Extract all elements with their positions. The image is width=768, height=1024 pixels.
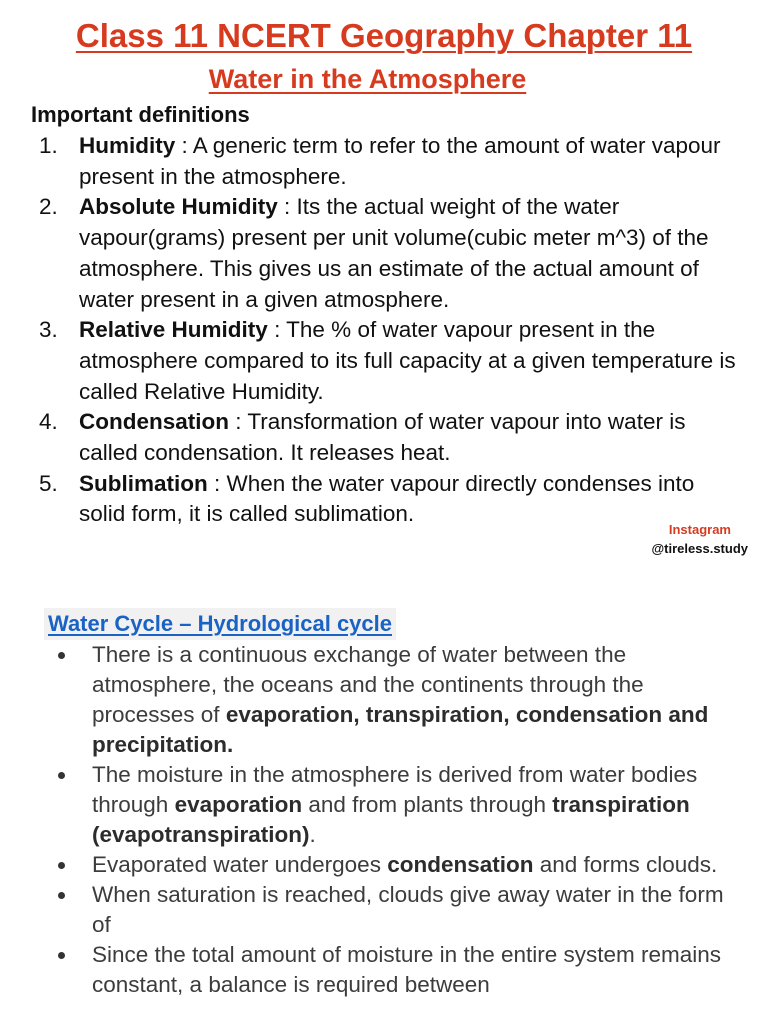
list-item bbox=[50, 640, 740, 760]
bullet-bold-text: evaporation bbox=[174, 792, 303, 817]
definition-number: 2. bbox=[39, 194, 58, 220]
definition-item bbox=[31, 315, 741, 407]
bullet-text: and from plants through bbox=[302, 792, 553, 817]
definition-item bbox=[31, 131, 741, 192]
definition-number: 4. bbox=[39, 409, 58, 435]
definition-term: Sublimation bbox=[79, 470, 208, 496]
bullet-text: The moisture in the atmosphere is derived from water bodies through bbox=[92, 762, 698, 817]
definitions-heading: Important definitions bbox=[31, 102, 250, 127]
water-cycle-list bbox=[50, 640, 740, 1000]
definition-term: Condensation bbox=[79, 409, 229, 435]
definitions-list bbox=[31, 131, 741, 530]
definition-term: Relative Humidity bbox=[79, 317, 268, 343]
instagram-handle: @tireless.study bbox=[651, 541, 748, 556]
definition-term: Absolute Humidity bbox=[79, 194, 278, 220]
definition-item bbox=[31, 192, 741, 315]
definition-item bbox=[31, 407, 741, 468]
bullet-text: There is a continuous exchange of water between the atmosphere, the oceans and the continents through the processes of bbox=[92, 642, 644, 727]
definition-number: 1. bbox=[39, 133, 58, 158]
bullet-icon bbox=[58, 862, 65, 869]
definition-term: Humidity bbox=[79, 133, 176, 158]
chapter-subtitle: Water in the Atmosphere bbox=[208, 64, 527, 94]
definition-item bbox=[31, 469, 741, 530]
bullet-icon bbox=[58, 772, 65, 779]
definition-text: : The % of water vapour present in the atmosphere compared to its full capacity at a given temperature is called Relative Humidity. bbox=[79, 317, 736, 404]
bullet-text: Evaporated water undergoes bbox=[92, 852, 388, 877]
list-item bbox=[50, 760, 740, 850]
bullet-icon bbox=[58, 892, 65, 899]
definition-text: : When the water vapour directly condenses into solid form, it is called sublimation. bbox=[79, 470, 695, 527]
bullet-text: When saturation is reached, clouds give away water in the form of bbox=[92, 882, 724, 937]
list-item bbox=[50, 940, 740, 1000]
bullet-bold-text: transpiration (evapotranspiration) bbox=[92, 792, 690, 847]
bullet-icon bbox=[58, 952, 65, 959]
definition-text: : Transformation of water vapour into water is called condensation. It releases heat. bbox=[79, 409, 686, 466]
bullet-text: . bbox=[309, 822, 316, 847]
definition-number: 3. bbox=[39, 317, 58, 343]
list-item bbox=[50, 850, 740, 880]
definition-text: : A generic term to refer to the amount of water vapour present in the atmosphere. bbox=[79, 133, 721, 189]
page-title: Class 11 NCERT Geography Chapter 11 bbox=[75, 17, 693, 54]
bullet-bold-text: evaporation, transpiration, condensation and precipitation. bbox=[92, 702, 709, 757]
instagram-label: Instagram bbox=[668, 522, 731, 537]
list-item bbox=[50, 880, 740, 940]
definition-text: : Its the actual weight of the water vapour(grams) present per unit volume(cubic meter m^3) of the atmosphere. This gives us an estimate of the actual amount of water present in a given atmosphere. bbox=[79, 194, 709, 312]
bullet-bold-text: condensation bbox=[387, 852, 534, 877]
definition-number: 5. bbox=[39, 470, 58, 496]
bullet-text: Since the total amount of moisture in the entire system remains constant, a balance is required between bbox=[92, 942, 722, 997]
bullet-text: and forms clouds. bbox=[533, 852, 718, 877]
bullet-icon bbox=[58, 652, 65, 659]
water-cycle-heading[interactable]: Water Cycle – Hydrological cycle bbox=[44, 608, 396, 640]
